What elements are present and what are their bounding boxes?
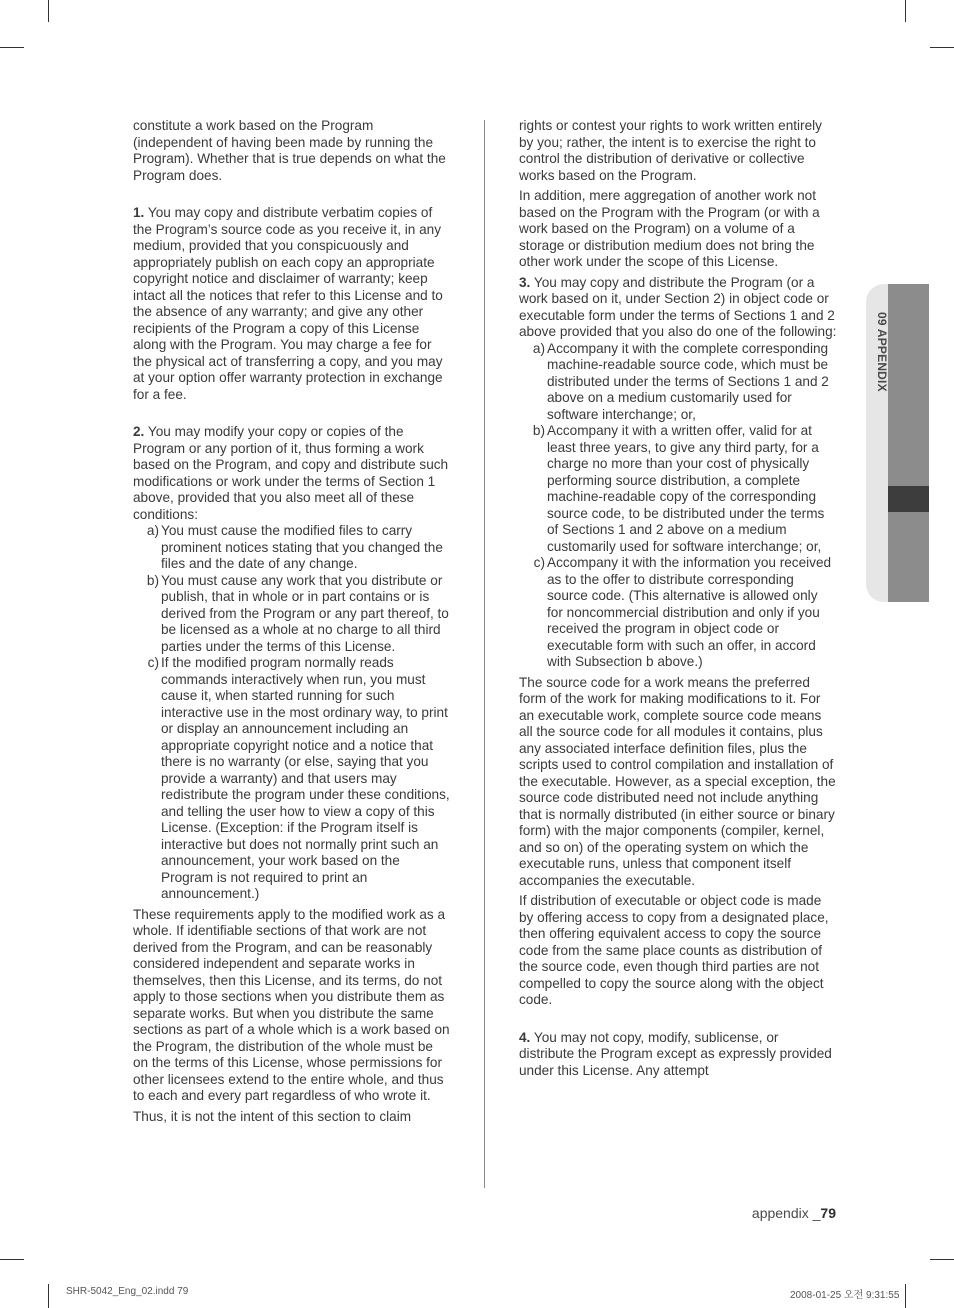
section-3: [519, 275, 837, 341]
section-1: [133, 205, 451, 403]
section-tab-bar: [888, 284, 929, 602]
condition-list: [133, 523, 451, 903]
list-item: [133, 655, 451, 903]
section-tab-label: 09 APPENDIX: [875, 312, 889, 392]
section-tab-marker: [888, 486, 929, 512]
crop-mark: [48, 1284, 49, 1308]
paragraph: constitute a work based on the Program (independent of having been made by running the Program). Whether that is true depends on what the Program does.: [133, 118, 446, 183]
crop-mark: [48, 0, 49, 22]
section-4: [519, 1030, 837, 1080]
column-divider: [484, 120, 485, 1188]
list-item: [519, 341, 837, 424]
section-number: 2.: [133, 424, 145, 439]
crop-mark: [905, 1284, 906, 1308]
list-item-text: You must cause the modified files to carry prominent notices stating that you changed the files and the date of any change.: [161, 523, 443, 571]
page-number: [752, 1205, 836, 1221]
crop-mark: [0, 1259, 24, 1260]
section-text: You may copy and distribute verbatim copies of the Program’s source code as you receive it, in any medium, provided that you conspicuously and appropriately publish on each copy an appropriate copyright notice and disclaimer of warranty; keep intact all the notices that refer to this License and to the absence of any warranty; and give any other recipients of the Program a copy of this License along with the Program. You may charge a fee for the physical act of transferring a copy, and you may at your option offer warranty protection in exchange for a fee.: [133, 205, 443, 402]
left-column: [133, 118, 451, 1125]
section-number: 3.: [519, 274, 531, 290]
list-marker: c): [533, 555, 545, 570]
option-list: [519, 341, 837, 671]
section-2: [133, 424, 451, 523]
paragraph: If distribution of executable or object code is made by offering access to copy from a designated place, then offering equivalent access to copy the source code from the same place counts as distribution of the source code, even though third parties are not compelled to copy the source along with the object code.: [519, 893, 829, 1007]
list-item: [519, 423, 837, 555]
list-item: [133, 523, 451, 573]
slug-timestamp: 2008-01-25 오전 9:31:55: [790, 1290, 900, 1301]
list-marker: c): [147, 655, 159, 670]
list-marker: b): [532, 423, 545, 438]
list-marker: a): [532, 340, 545, 356]
list-item: [133, 573, 451, 656]
list-marker: a): [146, 523, 159, 538]
list-marker: b): [146, 572, 159, 588]
list-item-text: You must cause any work that you distribute or publish, that in whole or in part contains or is derived from the Program or any part thereof, to be licensed as a whole at no charge to all third parties under the terms of this License.: [161, 572, 449, 654]
paragraph: The source code for a work means the preferred form of the work for making modifications to it. For an executable work, complete source code means all the source code for all modules it contains, plus any associated interface definition files, plus the scripts used to control compilation and installation of the executable. However, as a special exception, the source code distributed need not include anything that is normally distributed (in either source or binary form) with the major components (compiler, kernel, and so on) of the operating system on which the executable runs, unless that component itself accompanies the executable.: [519, 674, 836, 888]
right-column: [519, 118, 837, 1079]
section-number: 4.: [519, 1029, 531, 1045]
paragraph: rights or contest your rights to work written entirely by you; rather, the intent is to exercise the right to control the distribution of derivative or collective works based on the Program.: [519, 118, 822, 183]
crop-mark: [930, 47, 954, 48]
section-number: 1.: [133, 205, 145, 220]
crop-mark: [905, 0, 906, 22]
list-item: [519, 555, 837, 671]
crop-mark: [930, 1259, 954, 1260]
paragraph: These requirements apply to the modified work as a whole. If identifiable sections of that work are not derived from the Program, and can be reasonably considered independent and separate works in themselves, then this License, and its terms, do not apply to those sections when you distribute them as separate works. But when you distribute the same sections as part of a whole which is a work based on the Program, the distribution of the whole must be on the terms of this License, whose permissions for other licensees extend to the entire whole, and thus to each and every part regardless of who wrote it.: [133, 906, 450, 1103]
page-label: appendix _: [751, 1205, 821, 1221]
page-number-value: 79: [820, 1205, 836, 1221]
section-text: You may not copy, modify, sublicense, or distribute the Program except as expressly provided under this License. Any attempt: [519, 1029, 832, 1078]
paragraph: Thus, it is not the intent of this section to claim: [133, 1108, 412, 1124]
paragraph: In addition, mere aggregation of another work not based on the Program with the Program (or with a work based on the Program) on a volume of a storage or distribution medium does not bring the other work under the scope of this License.: [519, 188, 820, 269]
list-item-text: Accompany it with a written offer, valid for at least three years, to give any third party, for a charge no more than your cost of physically performing source distribution, a complete machine-readable copy of the corresponding source code, to be distributed under the terms of Sections 1 and 2 above on a medium customarily used for software interchange; or,: [547, 423, 825, 554]
section-text: You may copy and distribute the Program (or a work based on it, under Section 2) in object code or executable form under the terms of Sections 1 and 2 above provided that you also do one of the following:: [519, 274, 837, 339]
list-item-text: If the modified program normally reads commands interactively when run, you must cause it, when started running for such interactive use in the most ordinary way, to print or display an announcement including an appropriate copyright notice and a notice that there is no warranty (or else, saying that you provide a warranty) and that users may redistribute the program under these conditions, and telling the user how to view a copy of this License. (Exception: if the Program itself is interactive but does not normally print such an announcement, your work based on the Program is not required to print an announcement.): [161, 655, 450, 901]
crop-mark: [0, 47, 24, 48]
slug-filename: SHR-5042_Eng_02.indd 79: [66, 1286, 189, 1297]
list-item-text: Accompany it with the information you received as to the offer to distribute corresponding source code. (This alternative is allowed only for noncommercial distribution and only if you received the program in object code or executable form with such an offer, in accord with Subsection b above.): [547, 555, 832, 669]
list-item-text: Accompany it with the complete corresponding machine-readable source code, which must be distributed under the terms of Sections 1 and 2 above on a medium customarily used for software interchange; or,: [547, 340, 829, 422]
section-text: You may modify your copy or copies of the Program or any portion of it, thus forming a work based on the Program, and copy and distribute such modifications or work under the terms of Section 1 above, provided that you also meet all of these conditions:: [133, 424, 449, 522]
